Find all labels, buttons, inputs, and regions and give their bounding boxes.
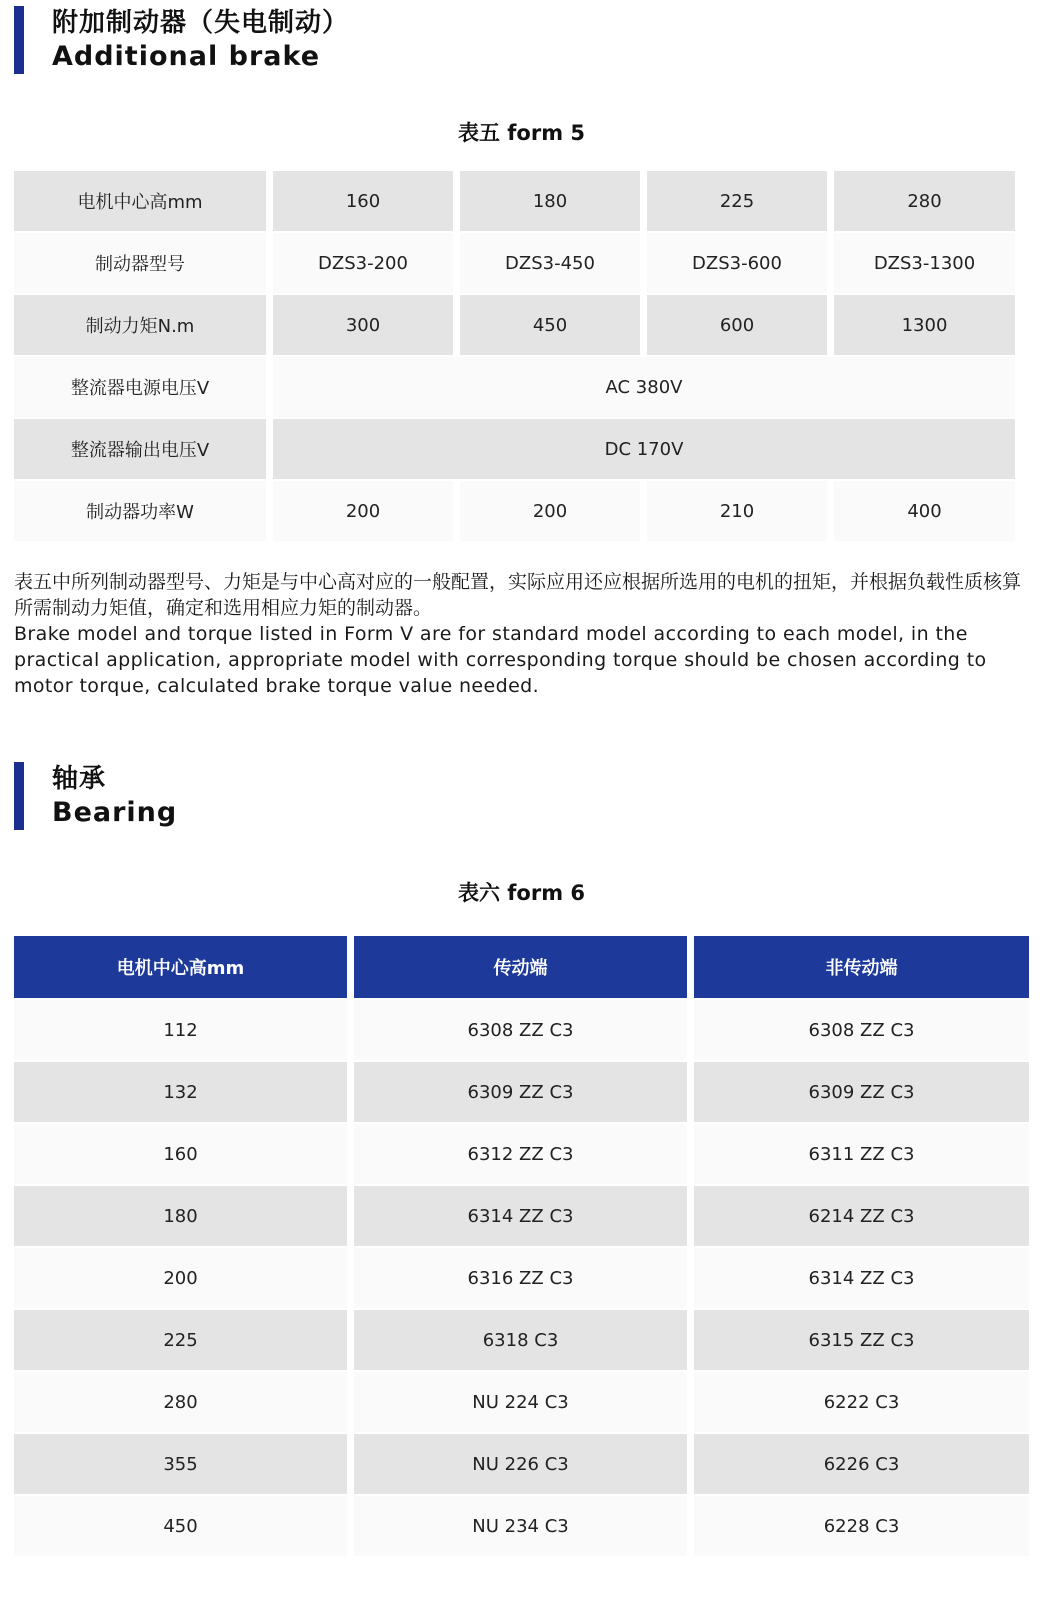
brake-note — [14, 569, 1029, 699]
bearing-cell: 200 — [14, 1248, 347, 1308]
brake-merged-cell: AC 380V — [273, 357, 1015, 417]
bearing-cell: 450 — [14, 1496, 347, 1556]
bearing-cell: 355 — [14, 1434, 347, 1494]
note-en: Brake model and torque listed in Form V are for standard model according to each model, in the practical application, appropriate model with corresponding torque should be chosen according to motor torque, calculated brake torque value needed. — [14, 623, 987, 697]
section-titles — [52, 6, 349, 74]
form-6-title: 表六 form 6 — [457, 881, 586, 905]
bearing-cell: 6214 ZZ C3 — [694, 1186, 1029, 1246]
brake-cell: 600 — [647, 295, 827, 355]
brake-cell: 300 — [273, 295, 453, 355]
brake-row-label: 整流器电源电压V — [14, 357, 266, 417]
bearing-cell: 6309 ZZ C3 — [354, 1062, 687, 1122]
brake-table — [14, 171, 1029, 541]
bearing-cell: 132 — [14, 1062, 347, 1122]
brake-cell: 180 — [460, 171, 640, 231]
bearing-section-heading — [14, 762, 177, 830]
bearing-cell: 112 — [14, 1000, 347, 1060]
bearing-cell: 6226 C3 — [694, 1434, 1029, 1494]
bearing-cell: 6318 C3 — [354, 1310, 687, 1370]
brake-cell: 450 — [460, 295, 640, 355]
brake-cell: 280 — [834, 171, 1015, 231]
brake-cell: DZS3-1300 — [834, 233, 1015, 293]
bearing-cell: NU 224 C3 — [354, 1372, 687, 1432]
brake-row-label: 整流器输出电压V — [14, 419, 266, 479]
bearing-cell: 6222 C3 — [694, 1372, 1029, 1432]
section-title-en: Additional brake — [52, 41, 321, 72]
brake-section-heading — [14, 6, 349, 74]
brake-cell: DZS3-200 — [273, 233, 453, 293]
bearing-cell: NU 226 C3 — [354, 1434, 687, 1494]
bearing-cell: 225 — [14, 1310, 347, 1370]
brake-cell: DZS3-450 — [460, 233, 640, 293]
bearing-cell: 6314 ZZ C3 — [354, 1186, 687, 1246]
brake-cell: 210 — [647, 481, 827, 541]
form-5-title: 表五 form 5 — [457, 121, 586, 145]
section-titles — [52, 762, 177, 830]
bearing-table — [14, 936, 1029, 1556]
brake-row-label: 制动力矩N.m — [14, 295, 266, 355]
bearing-header-drive-end: 传动端 — [354, 936, 687, 998]
bearing-cell: 180 — [14, 1186, 347, 1246]
section-title-en: Bearing — [52, 797, 178, 828]
bearing-cell: 160 — [14, 1124, 347, 1184]
brake-row-label: 制动器型号 — [14, 233, 266, 293]
bearing-header-non-drive-end: 非传动端 — [694, 936, 1029, 998]
brake-cell: DZS3-600 — [647, 233, 827, 293]
brake-cell: 200 — [460, 481, 640, 541]
bearing-cell: 6314 ZZ C3 — [694, 1248, 1029, 1308]
brake-row-label: 制动器功率W — [14, 481, 266, 541]
brake-row-label: 电机中心高mm — [14, 171, 266, 231]
brake-cell: 225 — [647, 171, 827, 231]
brake-cell: 200 — [273, 481, 453, 541]
bearing-cell: NU 234 C3 — [354, 1496, 687, 1556]
note-zh: 表五中所列制动器型号、力矩是与中心高对应的一般配置，实际应用还应根据所选用的电机的扭矩，并根据负载性质核算所需制动力矩值，确定和选用相应力矩的制动器。 — [14, 571, 1022, 619]
bearing-cell: 6309 ZZ C3 — [694, 1062, 1029, 1122]
bearing-cell: 6308 ZZ C3 — [694, 1000, 1029, 1060]
brake-merged-cell: DC 170V — [273, 419, 1015, 479]
brake-cell: 1300 — [834, 295, 1015, 355]
section-accent-bar — [14, 762, 24, 830]
bearing-cell: 6311 ZZ C3 — [694, 1124, 1029, 1184]
bearing-cell: 6316 ZZ C3 — [354, 1248, 687, 1308]
bearing-cell: 6308 ZZ C3 — [354, 1000, 687, 1060]
brake-cell: 160 — [273, 171, 453, 231]
section-accent-bar — [14, 6, 24, 74]
bearing-cell: 6315 ZZ C3 — [694, 1310, 1029, 1370]
bearing-header-height: 电机中心高mm — [14, 936, 347, 998]
brake-cell: 400 — [834, 481, 1015, 541]
section-title-zh: 附加制动器（失电制动） — [52, 8, 350, 38]
bearing-cell: 6228 C3 — [694, 1496, 1029, 1556]
section-title-zh: 轴承 — [52, 764, 107, 794]
bearing-cell: 280 — [14, 1372, 347, 1432]
bearing-cell: 6312 ZZ C3 — [354, 1124, 687, 1184]
